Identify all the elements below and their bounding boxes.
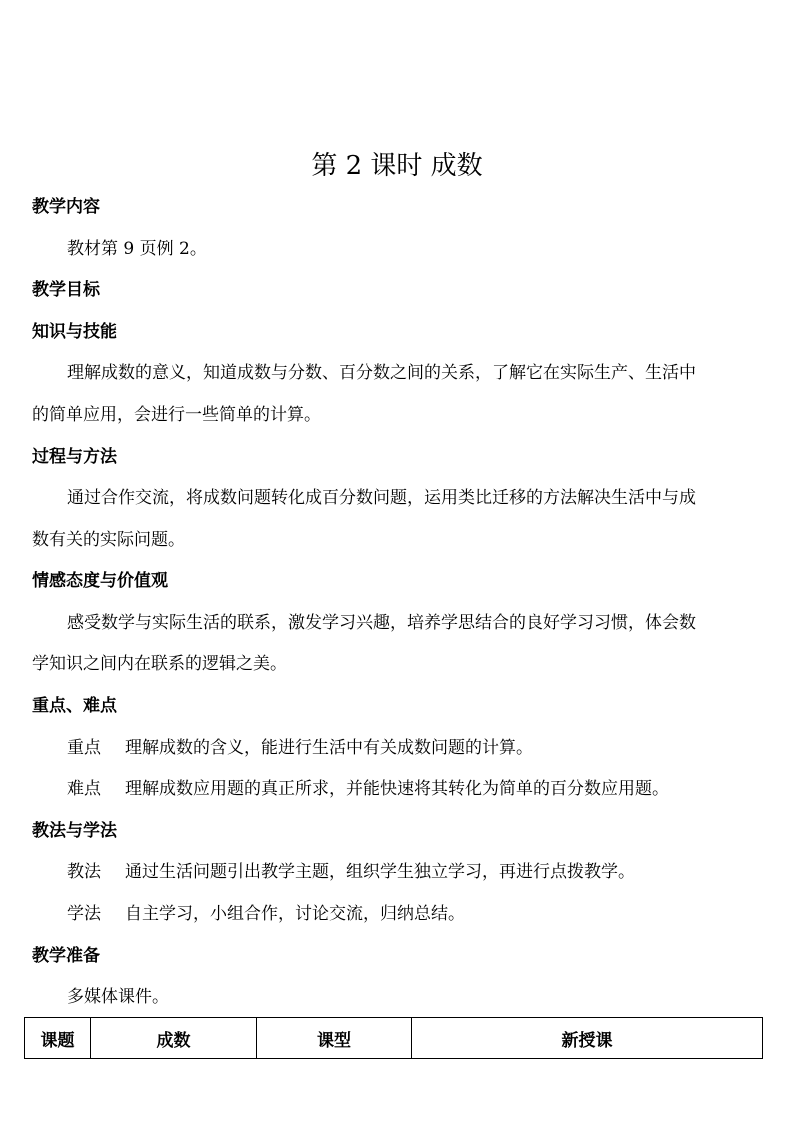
heading-teaching-preparation: 教学准备 [32, 946, 100, 966]
heading-key-difficult-points: 重点、难点 [32, 696, 117, 716]
heading-knowledge-skills: 知识与技能 [32, 322, 117, 342]
table-cell-type-label: 课型 [257, 1018, 412, 1059]
key-point-text: 理解成数的含义，能进行生活中有关成数问题的计算。 [125, 738, 533, 758]
difficulty-label: 难点 [67, 779, 101, 799]
key-point-label: 重点 [67, 738, 101, 758]
learning-method-label: 学法 [67, 904, 101, 924]
emotion-text-line-2: 学知识之间内在联系的逻辑之美。 [32, 654, 287, 674]
table-row [25, 1018, 763, 1059]
teaching-method-text: 通过生活问题引出教学主题，组织学生独立学习，再进行点拨教学。 [125, 862, 635, 882]
heading-process-methods: 过程与方法 [32, 447, 117, 467]
lesson-info-table [24, 1017, 763, 1059]
knowledge-text-line-2: 的简单应用，会进行一些简单的计算。 [32, 405, 321, 425]
page-title: 第 2 课时 成数 [311, 151, 483, 181]
heading-teaching-content: 教学内容 [32, 197, 100, 217]
key-point-row [67, 737, 533, 759]
heading-emotion-values: 情感态度与价值观 [32, 571, 168, 591]
difficulty-row [67, 778, 669, 800]
table-cell-type-value: 新授课 [412, 1018, 763, 1059]
teaching-content-text: 教材第 9 页例 2。 [67, 239, 207, 259]
table-cell-topic-value: 成数 [91, 1018, 257, 1059]
knowledge-text-line-1: 理解成数的意义，知道成数与分数、百分数之间的关系，了解它在实际生产、生活中 [67, 363, 696, 383]
difficulty-text: 理解成数应用题的真正所求，并能快速将其转化为简单的百分数应用题。 [125, 779, 669, 799]
process-text-line-1: 通过合作交流，将成数问题转化成百分数问题，运用类比迁移的方法解决生活中与成 [67, 488, 696, 508]
teaching-method-row [67, 861, 635, 883]
preparation-text: 多媒体课件。 [67, 987, 169, 1007]
process-text-line-2: 数有关的实际问题。 [32, 530, 185, 550]
teaching-method-label: 教法 [67, 862, 101, 882]
learning-method-row [67, 903, 465, 925]
heading-teaching-goals: 教学目标 [32, 280, 100, 300]
learning-method-text: 自主学习，小组合作，讨论交流，归纳总结。 [125, 904, 465, 924]
table-cell-topic-label: 课题 [25, 1018, 91, 1059]
heading-teaching-learning-methods: 教法与学法 [32, 821, 117, 841]
emotion-text-line-1: 感受数学与实际生活的联系，激发学习兴趣，培养学思结合的良好学习习惯，体会数 [67, 613, 696, 633]
